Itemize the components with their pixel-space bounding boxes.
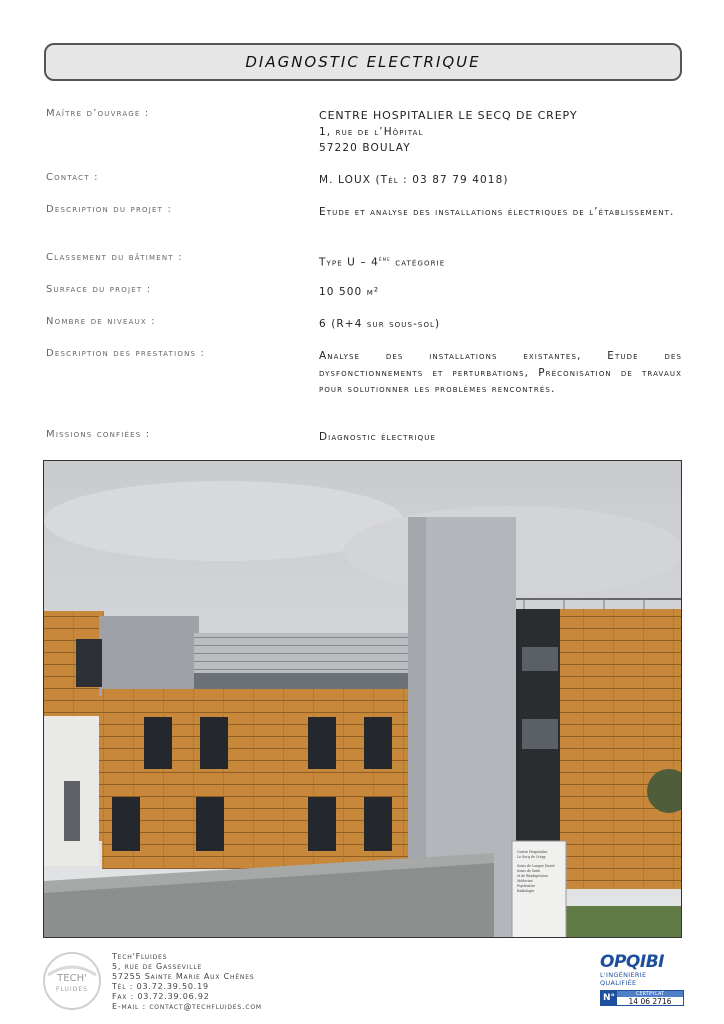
telephone: Tél : 03.72.39.50.19 xyxy=(112,982,209,991)
sign-line: Médecine xyxy=(517,879,533,883)
building-photo xyxy=(43,460,682,938)
opqibi-tagline: L'INGÉNIERIE QUALIFIÉE xyxy=(600,971,647,987)
field-value: Diagnostic électrique xyxy=(319,431,436,443)
sign-line: Centre Hospitalier xyxy=(517,850,548,854)
page-title: DIAGNOSTIC ELECTRIQUE xyxy=(245,53,481,71)
cert-n-label: N° xyxy=(602,993,616,1003)
value-line: 1, rue de l’Hôpital xyxy=(319,126,424,138)
company-address xyxy=(112,952,262,1012)
field-value xyxy=(319,252,682,271)
field-label: Description des prestations : xyxy=(46,348,206,359)
field-value: Etude et analyse des installations électriques de l’établissement. xyxy=(319,206,675,218)
logo-text-2: FLUIDES xyxy=(56,986,88,993)
grey-block xyxy=(99,616,199,696)
sign-line: et de Réadaptation xyxy=(517,874,548,878)
sign-line: Soins de Longue Durée xyxy=(517,864,555,868)
field-label: Missions confiées : xyxy=(46,429,151,440)
address-line-2: 57255 Sainte Marie Aux Chênes xyxy=(112,972,255,981)
field-value xyxy=(319,108,682,156)
field-label: Maître d’ouvrage : xyxy=(46,108,150,119)
techfluides-logo xyxy=(42,951,102,1011)
sign-line: Psychiatrie xyxy=(517,884,535,888)
field-value: Analyse des installations existantes, Etude des dysfonctionnements et perturbations, Préconisation de travaux pour solutionner les problèmes rencontrés. xyxy=(319,350,682,395)
value-line: CENTRE HOSPITALIER LE SECQ DE CREPY xyxy=(319,109,578,122)
value-sup: ème xyxy=(378,256,391,263)
cert-number: 14 06 2716 xyxy=(628,997,672,1006)
field-label: Classement du bâtiment : xyxy=(46,252,183,263)
address-line-1: 5, rue de Gasseville xyxy=(112,962,203,971)
cert-label: CERTIFICAT xyxy=(617,991,683,997)
field-label: Surface du projet : xyxy=(46,284,152,295)
certificate-box xyxy=(600,990,684,1006)
right-facade xyxy=(560,609,682,889)
field-value: 6 (R+4 sur sous-sol) xyxy=(319,318,441,330)
opqibi-certification xyxy=(600,953,684,1007)
field-label: Contact : xyxy=(46,172,99,183)
field-value xyxy=(319,172,682,188)
logo-text-1: TECH' xyxy=(57,973,87,984)
sign-line: Radiologie xyxy=(517,889,535,893)
value-prefix: Type U – 4 xyxy=(319,256,379,269)
email-link[interactable]: E-mail : contact@techfluides.com xyxy=(112,1002,262,1011)
field-label: Nombre de niveaux : xyxy=(46,316,156,327)
field-label: Description du projet : xyxy=(46,204,173,215)
opqibi-logo: OPQIBI xyxy=(600,952,664,972)
field-value: 10 500 m² xyxy=(319,286,380,298)
sign-line: Le Secq de Crépy xyxy=(517,855,546,859)
value-line: M. LOUX (Tél : 03 87 79 4018) xyxy=(319,174,509,186)
fax: Fax : 03.72.39.06.92 xyxy=(112,992,210,1001)
value-suffix: catégorie xyxy=(390,256,446,269)
sign-line: Soins de Suite xyxy=(517,869,541,873)
company-name: Tech'Fluides xyxy=(112,952,168,961)
value-line: 57220 BOULAY xyxy=(319,142,411,154)
title-box xyxy=(44,43,682,81)
